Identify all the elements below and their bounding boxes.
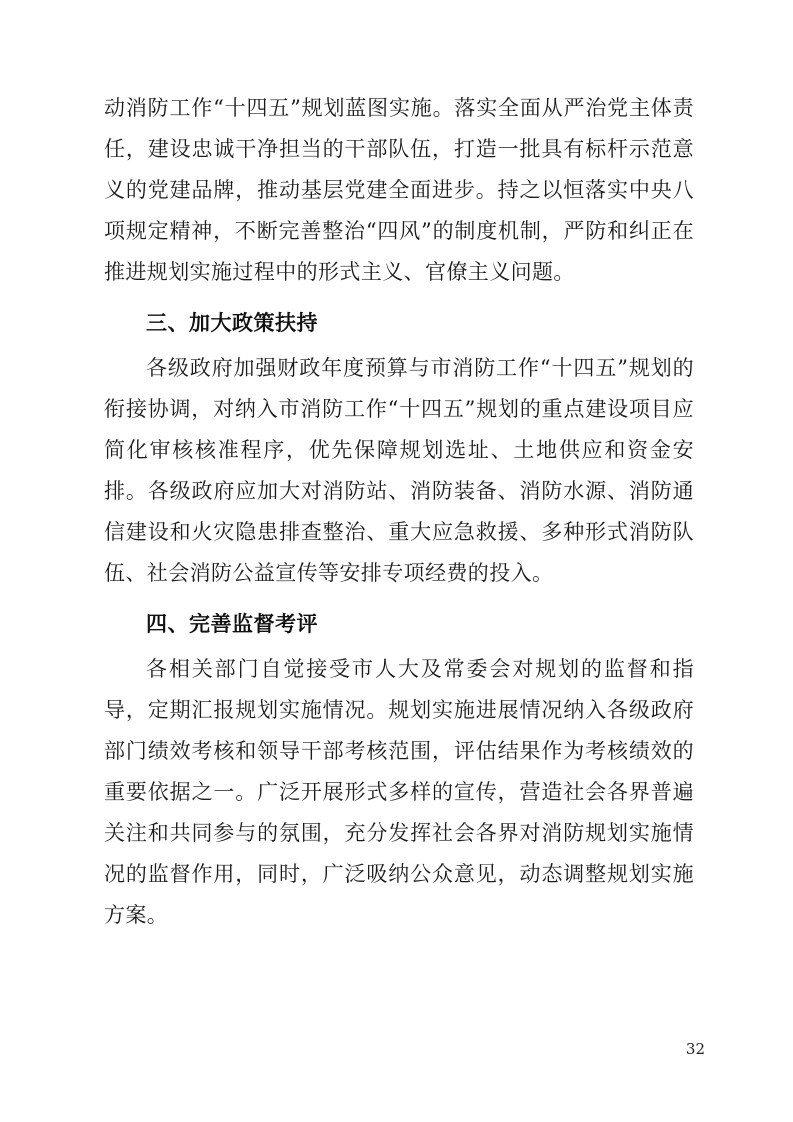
paragraph-spacer: [104, 293, 694, 297]
section-heading-three: 三、加大政策扶持: [146, 311, 318, 335]
page-number: 32: [685, 1040, 705, 1058]
body-paragraph: 各级政府加强财政年度预算与市消防工作“十四五”规划的衔接协调，对纳入市消防工作“十四五”规划的重点建设项目应简化审核核准程序，优先保障规划选址、土地供应和资金安排。各级政府应加大对消防站、消防装备、消防水源、消防通信建设和火灾隐患排查整治、重大应急救援、多种形式消防队伍、社会消防公益宣传等安排专项经费的投入。: [104, 356, 694, 585]
body-paragraph: 动消防工作“十四五”规划蓝图实施。落实全面从严治党主体责任，建设忠诚干净担当的干部队伍，打造一批具有标杆示范意义的党建品牌，推动基层党建全面进步。持之以恒落实中央八项规定精神，不断完善整治“四风”的制度机制，严防和纠正在推进规划实施过程中的形式主义、官僚主义问题。: [104, 96, 694, 284]
body-paragraph: 各相关部门自觉接受市人大及常委会对规划的监督和指导，定期汇报规划实施情况。规划实施进展情况纳入各级政府部门绩效考核和领导干部考核范围，评估结果作为考核绩效的重要依据之一。广泛开展形式多样的宣传，营造社会各界普遍关注和共同参与的氛围，充分发挥社会各界对消防规划实施情况的监督作用，同时，广泛吸纳公众意见，动态调整规划实施方案。: [104, 657, 694, 927]
page-content: [104, 88, 694, 936]
paragraph-spacer: [104, 594, 694, 598]
section-heading-four: 四、完善监督考评: [146, 612, 318, 636]
